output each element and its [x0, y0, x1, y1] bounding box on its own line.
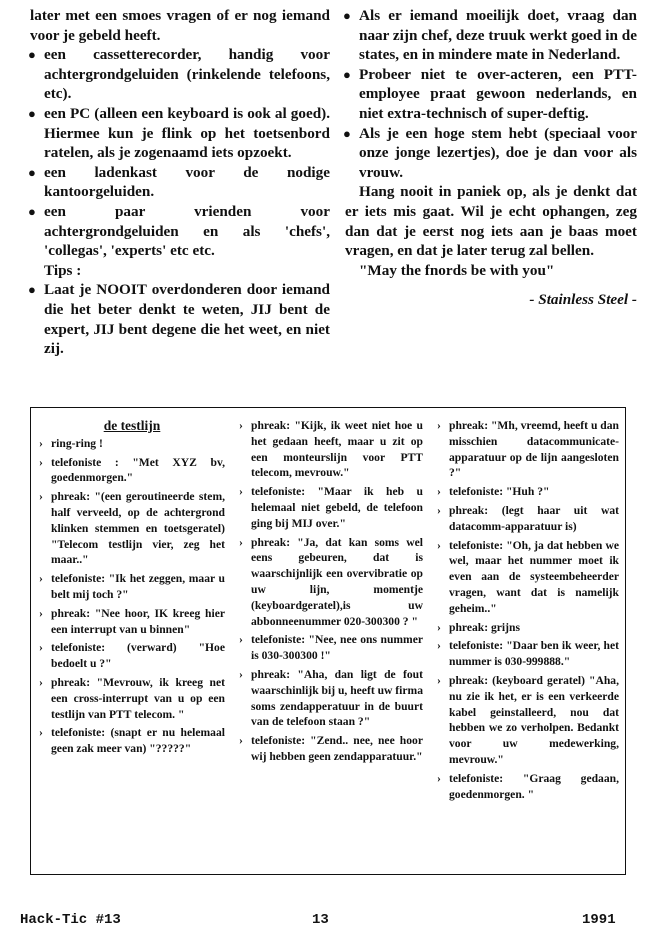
box-column-2 — [239, 418, 423, 768]
dialog-line: › telefoniste: "Nee, nee ons nummer is 030-300300 !" — [239, 632, 423, 664]
dialog-line: › telefoniste : "Met XYZ bv, goedenmorgen." — [39, 455, 225, 487]
quote: "May the fnords be with you" — [359, 261, 555, 279]
dialog-line: › phreak: grijns — [437, 620, 619, 636]
dialog-line: › telefoniste: "Graag gedaan, goedenmorgen. " — [437, 771, 619, 803]
paragraph: Hang nooit in paniek op, als je denkt dat er iets mis gaat. Wil je echt ophangen, zeg dan dat je eerst nog iets aan je baas moet vragen, en dat je later terug zal bellen. — [345, 183, 637, 260]
dialog-line: › telefoniste: (snapt er nu helemaal geen zak meer van) "?????" — [39, 725, 225, 757]
page-number: 13 — [312, 912, 329, 928]
bullet-item: ● een ladenkast voor de nodige kantoorgeluiden. — [30, 163, 330, 202]
bullet-item: ● Probeer niet te over-acteren, een PTT-employee praat gewoon nederlands, en niet extra-technisch of super-deftig. — [345, 65, 637, 124]
dialog-line: › phreak: "Aha, dan ligt de fout waarschinlijk bij u, heeft uw firma soms zendapperatuur in de buurt van de telefoon staan ?" — [239, 667, 423, 730]
box-column-3 — [437, 418, 619, 805]
article — [30, 6, 637, 406]
dialog-line: › telefoniste: "Zend.. nee, nee hoor wij hebben geen zendapparatuur." — [239, 733, 423, 765]
article-right-column — [345, 6, 637, 310]
dialog-line: › phreak: (keyboard geratel) "Aha, nu zie ik het, er is een verkeerde kabel geinstalleerd, nou dat hebben we zo verholpen. Bedankt voor uw medewerking, mevrouw." — [437, 673, 619, 768]
dialog-line: › phreak: "Nee hoor, IK kreeg hier een interrupt van u binnen" — [39, 606, 225, 638]
bullet-item: ● Als je een hoge stem hebt (speciaal voor onze jonge lezertjes), doe je dan voor als vrouw. — [345, 124, 637, 183]
dialog-line: › telefoniste: "Huh ?" — [437, 484, 619, 500]
box-title: de testlijn — [103, 418, 161, 433]
dialog-line: › telefoniste: "Daar ben ik weer, het nummer is 030-999888." — [437, 638, 619, 670]
dialog-line: › telefoniste: (verward) "Hoe bedoelt u ?" — [39, 640, 225, 672]
dialog-line: › phreak: "(een geroutineerde stem, half verveeld, op de achtergrond klinken stemmen en toetsgeratel) "Telecom testlijn vier, zeg het maar.." — [39, 489, 225, 568]
page-footer — [0, 912, 652, 932]
dialog-line: › telefoniste: "Oh, ja dat hebben we wel, maar het nummer moet ik even aan de systeembeheerder vragen, want dat is namelijk geheim.." — [437, 538, 619, 617]
year: 1991 — [582, 912, 616, 928]
magazine-name: Hack-Tic #13 — [20, 912, 121, 928]
dialog-line: › phreak: "Mevrouw, ik kreeg net een cross-interrupt van u op een testlijn van PTT telecom. " — [39, 675, 225, 722]
dialog-line: › telefoniste: "Ik het zeggen, maar u belt mij toch ?" — [39, 571, 225, 603]
dialog-line: › phreak: (legt haar uit wat datacomm-apparatuur is) — [437, 503, 619, 535]
author-signature: - Stainless Steel - — [529, 291, 637, 309]
bullet-item: ● Als er iemand moeilijk doet, vraag dan naar zijn chef, deze truuk werkt goed in de states, en in mindere mate in Nederland. — [345, 6, 637, 65]
bullet-item: ● een cassetterecorder, handig voor achtergrondgeluiden (rinkelende telefoons, etc). — [30, 45, 330, 104]
article-left-column — [30, 6, 330, 359]
tips-heading: Tips : — [44, 261, 82, 279]
dialog-line: › phreak: "Ja, dat kan soms wel eens gebeuren, dat is waarschijnlijk een overvibratie op uw lijn, momentje (keyboardgeratel),is uw abbonneenummer 020-300300 ? " — [239, 535, 423, 630]
bullet-item: ● een paar vrienden voor achtergrondgeluiden en als 'chefs', 'collegas', 'experts' etc etc. — [30, 202, 330, 261]
dialog-line: › telefoniste: "Maar ik heb u helemaal niet gebeld, de telefoon ging bij MIJ over." — [239, 484, 423, 531]
bullet-item: ● een PC (alleen een keyboard is ook al goed). Hiermee kun je flink op het toetsenbord ratelen, als je zogenaamd iets opzoekt. — [30, 104, 330, 163]
box-column-1 — [39, 418, 225, 760]
dialog-line: › ring-ring ! — [39, 436, 225, 452]
paragraph: later met een smoes vragen of er nog iemand voor je gebeld heeft. — [30, 7, 330, 44]
bullet-item: ● Laat je NOOIT overdonderen door iemand die het beter denkt te weten, JIJ bent de expert, JIJ bent degene die het weet, en niet zij. — [30, 280, 330, 358]
dialog-line: › phreak: "Kijk, ik weet niet hoe u het gedaan heeft, maar u zit op een monteurslijn voor PTT telecom, mevrouw." — [239, 418, 423, 481]
dialog-line: › phreak: "Mh, vreemd, heeft u dan misschien datacommunicate-apparatuur op de lijn aangesloten ?" — [437, 418, 619, 481]
testlijn-box — [30, 407, 626, 875]
